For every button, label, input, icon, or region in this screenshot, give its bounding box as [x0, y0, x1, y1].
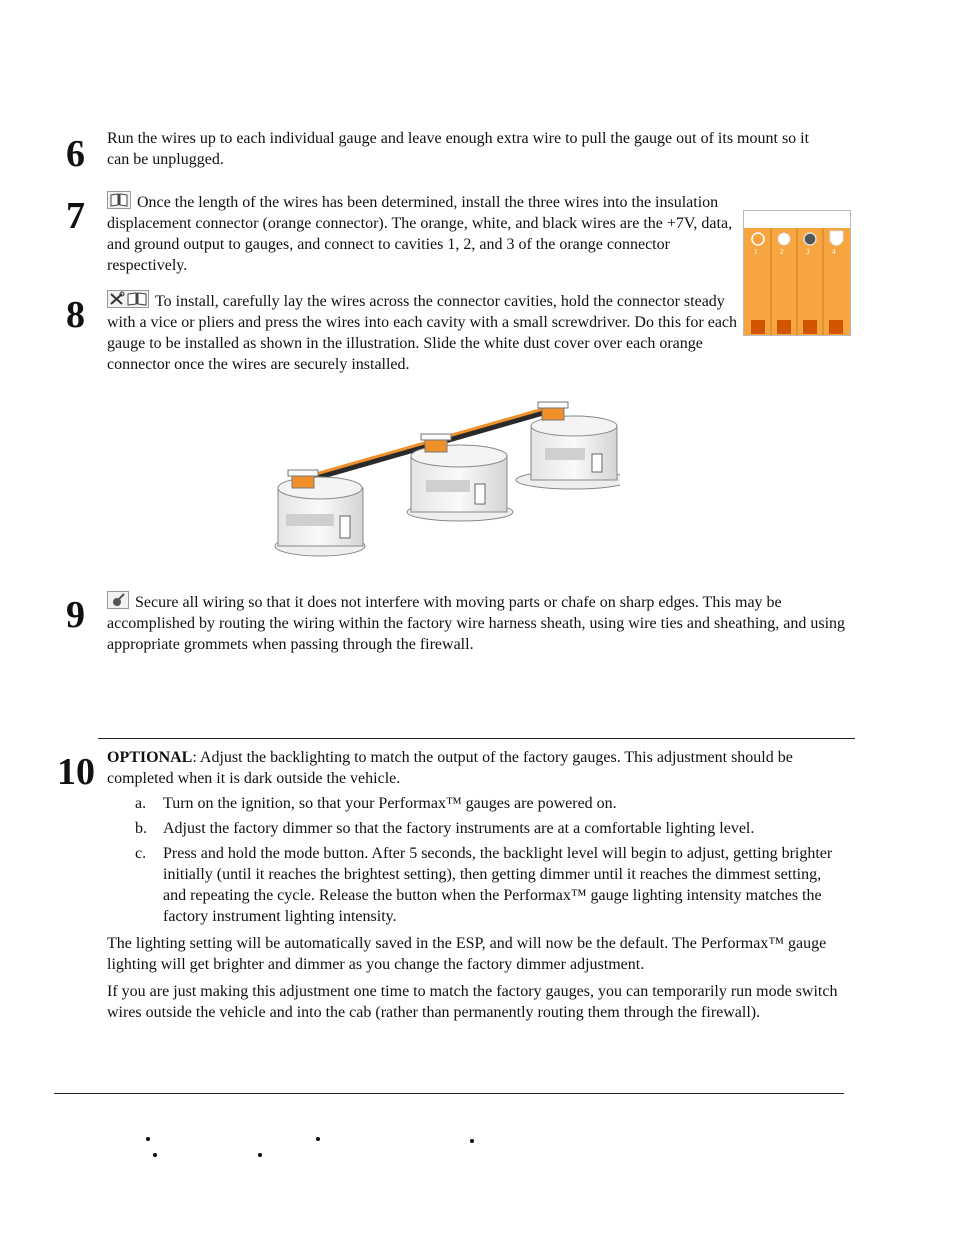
step-10-lead — [107, 747, 842, 789]
substep-b: b. Adjust the factory dimmer so that the factory instruments are at a comfortable lighting level. — [135, 820, 755, 837]
step-8-text: To install, carefully lay the wires across the connector cavities, hold the connector steady with a vice or pliers and press the wires into each cavity with a small screwdriver. Do this for each gauge to be installed as shown in the illustration. Slide the white dust cover over each orange connector once the wires are securely installed. — [107, 293, 738, 373]
optional-label: OPTIONAL — [107, 749, 193, 766]
cavity-label-2: 2 — [780, 248, 784, 256]
substep-a: a. Turn on the ignition, so that your Performax™ gauges are powered on. — [135, 795, 617, 812]
manual-book-icon — [107, 191, 131, 209]
substep-list — [107, 793, 842, 927]
orange-connector-figure — [743, 210, 851, 336]
section-divider — [98, 738, 855, 739]
bottom-artifacts — [0, 1130, 954, 1160]
wire-tie-icon — [107, 591, 129, 609]
step-number-8: 8 — [66, 294, 85, 336]
tools-icon — [111, 292, 124, 304]
step-9-block — [107, 591, 852, 655]
cavity-label-1: 1 — [754, 248, 758, 256]
step-7-block — [107, 191, 739, 276]
gauge-wiring-illustration — [270, 398, 620, 560]
step-number-10: 10 — [57, 751, 95, 793]
cavity-label-4: 4 — [832, 248, 836, 256]
step-10-note-1: The lighting setting will be automatically saved in the ESP, and will now be the default. The Performax™ gauge lighting will get brighter and dimmer as you change the factory dimmer adjustment. — [107, 935, 827, 973]
step-6-text: Run the wires up to each individual gauge and leave enough extra wire to pull the gauge out of its mount so it can be unplugged. — [107, 130, 810, 168]
step-7-text: Once the length of the wires has been determined, install the three wires into the insulation displacement connector (orange connector). The orange, white, and black wires are the +7V, data, and ground output to gauges, and connect to cavities 1, 2, and 3 of the orange connector respectively. — [107, 194, 733, 274]
step-10-block — [107, 747, 842, 1023]
tools-manual-icon — [107, 290, 149, 308]
step-number-6: 6 — [66, 133, 85, 175]
bottom-divider — [54, 1093, 844, 1094]
step-number-9: 9 — [66, 594, 85, 636]
step-9-text: Secure all wiring so that it does not interfere with moving parts or chafe on sharp edges. This may be accomplished by routing the wiring within the factory wire harness sheath, using wire ties and sheathing, and using appropriate grommets when passing through the firewall. — [107, 594, 846, 653]
step-8-block — [107, 290, 739, 375]
step-10-note-2: If you are just making this adjustment one time to match the factory gauges, you can temporarily run mode switch wires outside the vehicle and into the cab (rather than permanently routing them through the firewall). — [107, 983, 838, 1021]
cavity-label-3: 3 — [806, 248, 810, 256]
substep-c: c. Press and hold the mode button. After 5 seconds, the backlight level will begin to adjust, getting brighter initially (until it reaches the brightest setting), then getting dimmer until it reaches the dimmest setting, and repeating the cycle. Release the button when the Performax™ gauge lighting intensity matches the factory instrument lighting intensity. — [135, 845, 833, 925]
step-10-lead-text: : Adjust the backlighting to match the output of the factory gauges. This adjustment should be completed when it is dark outside the vehicle. — [107, 749, 793, 787]
step-number-7: 7 — [66, 195, 85, 237]
